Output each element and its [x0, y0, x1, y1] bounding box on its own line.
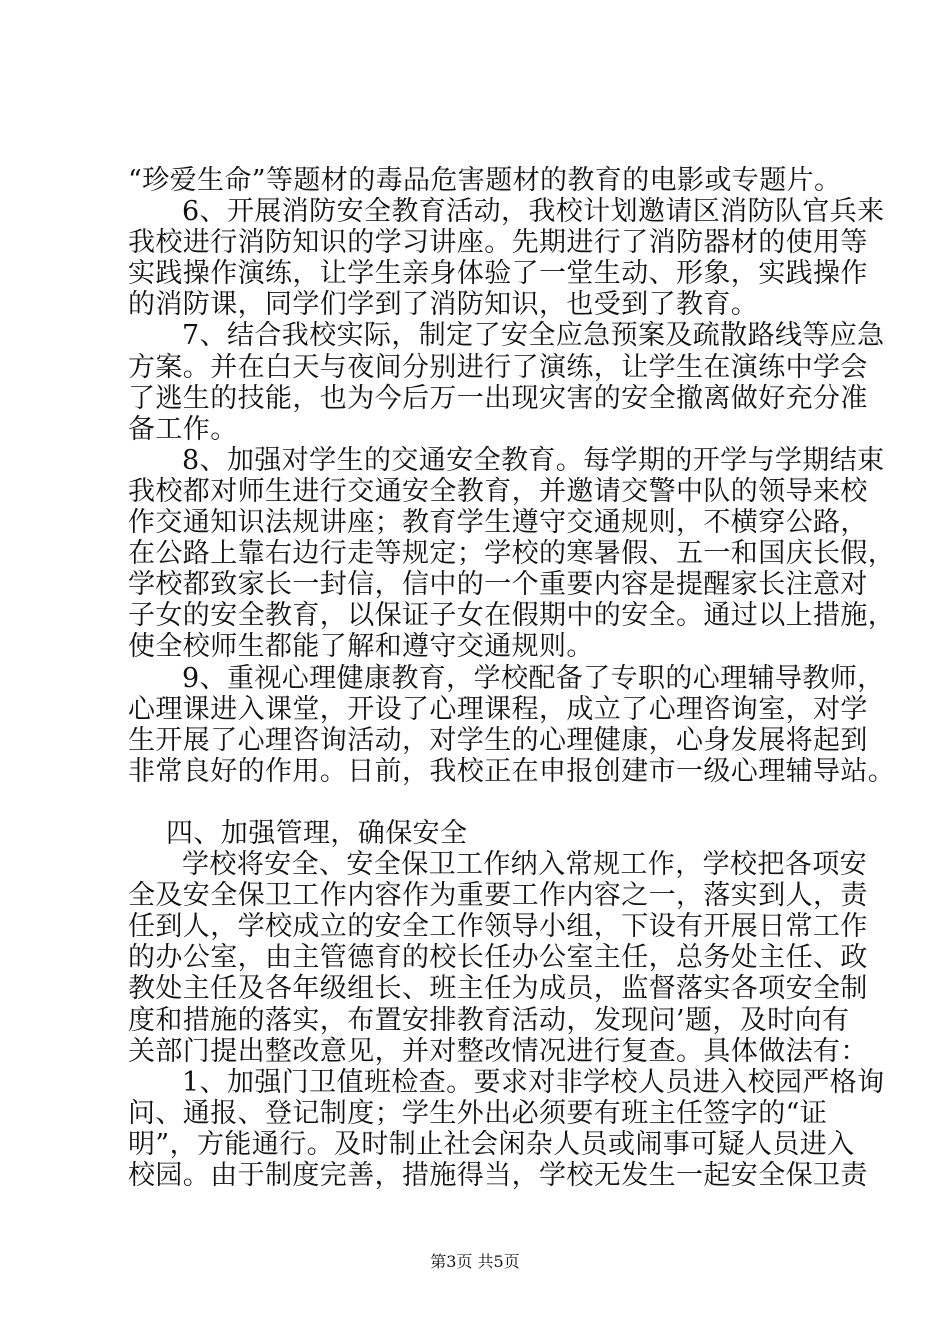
text-line: 作交通知识法规讲座；教育学生遵守交通规则，不横穿公路， [128, 507, 868, 539]
page-number-footer: 第3页 共5页 [430, 1252, 520, 1271]
text-line: 生开展了心理咨询活动，对学生的心理健康，心身发展将起到 [128, 724, 868, 756]
text-line: 我校进行消防知识的学习讲座。先期进行了消防器材的使用等 [128, 227, 868, 259]
text-line: 关部门提出整改意见，并对整改情况进行复查。具体做法有： [128, 1035, 868, 1067]
text-line: 明”，方能通行。及时制止社会闲杂人员或闹事可疑人员进入 [128, 1128, 855, 1160]
text-line: 的办公室，由主管德育的校长任办公室主任，总务处主任、政 [128, 942, 868, 974]
text-line: 了逃生的技能，也为今后万一出现灾害的安全撤离做好充分准 [128, 382, 868, 414]
text-line: 教处主任及各年级组长、班主任为成员，监督落实各项安全制 [128, 973, 868, 1005]
paragraph-start-line: 1、加强门卫值班检查。要求对非学校人员进入校园严格询 [182, 1066, 885, 1098]
text-line: 度和措施的落实，布置安排教育活动，发现问’题，及时向有 [128, 1004, 850, 1036]
paragraph-start-line: 9、重视心理健康教育，学校配备了专职的心理辅导教师， [182, 662, 885, 694]
text-line: 全及安全保卫工作内容作为重要工作内容之一，落实到人，责 [128, 880, 868, 912]
text-line: 非常良好的作用。日前，我校正在申报创建市一级心理辅导站。 [128, 755, 896, 787]
text-line: 学校都致家长一封信，信中的一个重要内容是提醒家长注意对 [128, 569, 868, 601]
text-line: 在公路上靠右边行走等规定；学校的寒暑假、五一和国庆长假， [128, 538, 896, 570]
text-line: 校园。由于制度完善，措施得当，学校无发生一起安全保卫责 [128, 1160, 868, 1191]
text-line: 问、通报、登记制度；学生外出必须要有班主任签字的“证 [128, 1097, 828, 1129]
text-line: 我校都对师生进行交通安全教育，并邀请交警中队的领导来校 [128, 475, 868, 507]
text-line: 备工作。 [128, 413, 238, 445]
document-body [128, 165, 896, 1191]
text-line: 实践操作演练，让学生亲身体验了一堂生动、形象，实践操作 [128, 258, 868, 290]
text-line: “珍爱生命”等题材的毒品危害题材的教育的电影或专题片。 [128, 165, 842, 196]
text-line: 子女的安全教育，以保证子女在假期中的安全。通过以上措施， [128, 600, 896, 632]
paragraph-start-line: 7、结合我校实际，制定了安全应急预案及疏散路线等应急 [182, 320, 885, 352]
paragraph-start-line: 8、加强对学生的交通安全教育。每学期的开学与学期结束 [182, 444, 885, 476]
text-line: 方案。并在白天与夜间分别进行了演练，让学生在演练中学会 [128, 351, 868, 383]
text-line: 的消防课，同学们学到了消防知识，也受到了教育。 [128, 289, 759, 321]
paragraph-start-line: 6、开展消防安全教育活动，我校计划邀请区消防队官兵来 [182, 196, 885, 228]
text-line: 使全校师生都能了解和遵守交通规则。 [128, 631, 594, 663]
section-heading: 四、加强管理，确保安全 [166, 817, 468, 849]
text-line: 心理课进入课堂，开设了心理课程，成立了心理咨询室，对学 [128, 693, 868, 725]
paragraph-start-line: 学校将安全、安全保卫工作纳入常规工作，学校把各项安 [182, 849, 867, 881]
text-line: 任到人，学校成立的安全工作领导小组，下设有开展日常工作 [128, 911, 868, 943]
paragraph-gap [128, 787, 848, 818]
